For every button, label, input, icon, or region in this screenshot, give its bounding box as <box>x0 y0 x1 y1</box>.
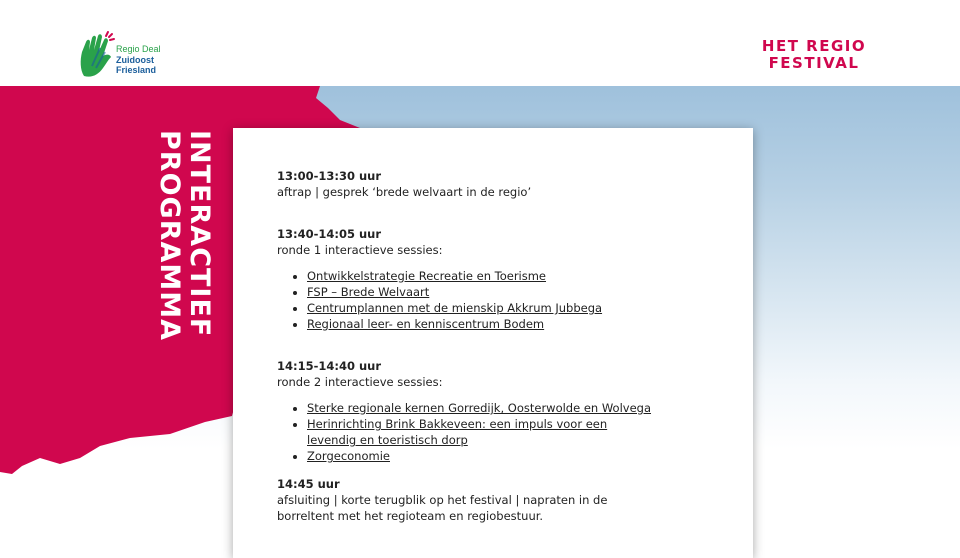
logo-line-2: Zuidoost <box>116 54 154 65</box>
program-block-2 <box>277 226 657 332</box>
header <box>0 0 960 86</box>
session-link[interactable]: Ontwikkelstrategie Recreatie en Toerisme <box>307 269 547 283</box>
list-item <box>307 416 657 448</box>
session-link[interactable]: Herinrichting Brink Bakkeveen: een impuls voor een levendig en toeristisch dorp <box>307 417 608 447</box>
regio-deal-logo[interactable] <box>78 26 168 84</box>
program-description: ronde 2 interactieve sessies: <box>277 375 443 389</box>
festival-line-2: FESTIVAL <box>768 54 860 72</box>
program-description: aftrap | gesprek ‘brede welvaart in de regio’ <box>277 185 532 199</box>
session-link[interactable]: Zorgeconomie <box>307 449 390 463</box>
list-item <box>307 300 657 316</box>
list-item <box>307 268 657 284</box>
list-item <box>307 400 657 416</box>
program-block-4 <box>277 476 657 524</box>
session-list <box>277 268 657 332</box>
session-link[interactable]: Sterke regionale kernen Gorredijk, Oosterwolde en Wolvega <box>307 401 652 415</box>
side-title <box>150 130 215 342</box>
session-link[interactable]: FSP – Brede Welvaart <box>307 285 430 299</box>
festival-title <box>754 38 874 72</box>
program-time: 14:15-14:40 uur <box>277 359 382 373</box>
list-item <box>307 448 657 464</box>
list-item <box>307 284 657 300</box>
program-content <box>277 168 657 550</box>
session-link[interactable]: Regionaal leer- en kenniscentrum Bodem <box>307 317 545 331</box>
list-item <box>307 316 657 332</box>
logo-text <box>116 44 161 76</box>
program-description: afsluiting | korte terugblik op het festival | napraten in de borreltent met het regioteam en regiobestuur. <box>277 493 608 523</box>
logo-line-1: Regio Deal <box>116 44 161 54</box>
program-block-1 <box>277 168 657 200</box>
side-title-line-1: INTERACTIEF <box>184 130 215 338</box>
session-list <box>277 400 657 464</box>
program-block-3 <box>277 358 657 464</box>
program-card <box>233 128 753 558</box>
program-description: ronde 1 interactieve sessies: <box>277 243 443 257</box>
session-link[interactable]: Centrumplannen met de mienskip Akkrum Jubbega <box>307 301 603 315</box>
festival-line-1: HET REGIO <box>761 37 867 55</box>
side-title-line-2: PROGRAMMA <box>154 130 185 342</box>
program-time: 13:40-14:05 uur <box>277 227 382 241</box>
program-time: 14:45 uur <box>277 477 340 491</box>
program-time: 13:00-13:30 uur <box>277 169 382 183</box>
hands-logo-icon <box>78 26 118 82</box>
logo-line-3: Friesland <box>116 65 157 75</box>
